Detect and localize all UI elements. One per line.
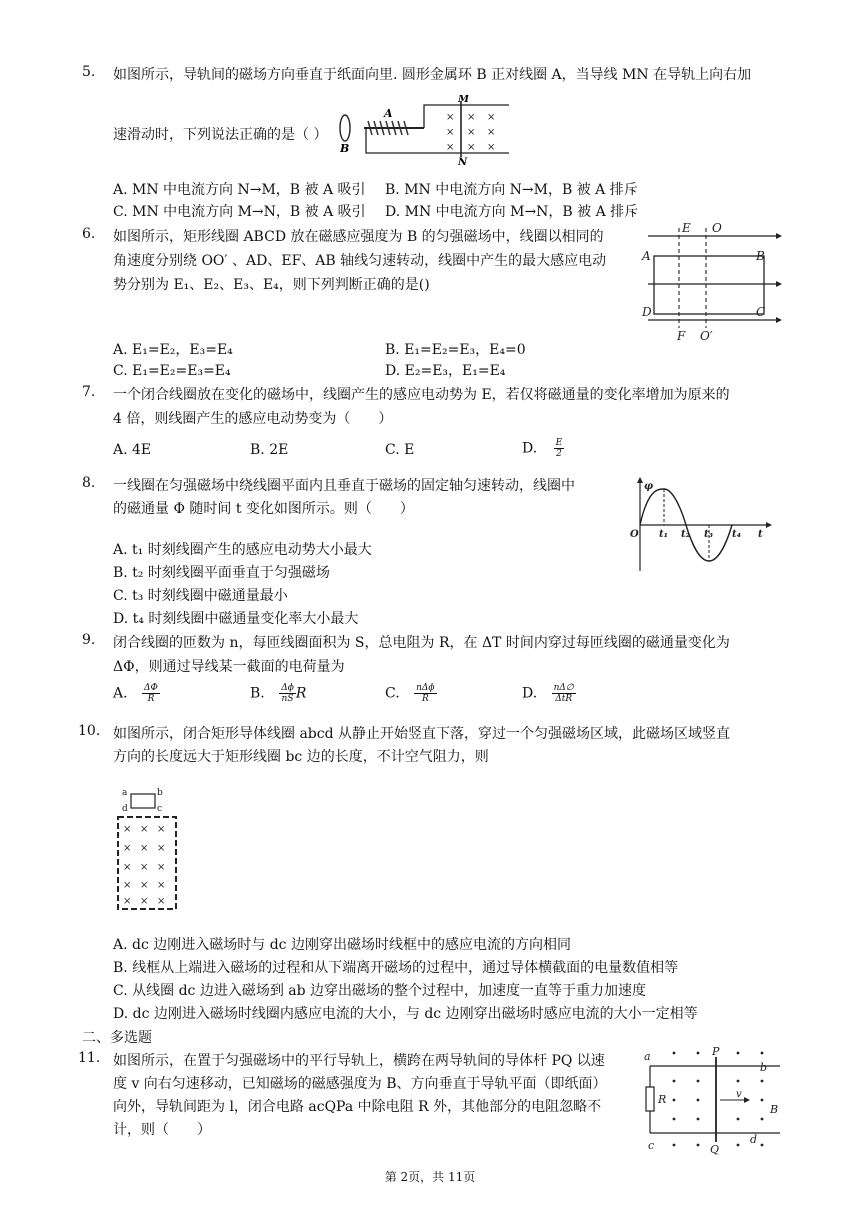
svg-text:×: × <box>123 843 132 854</box>
q6-label-D: D <box>642 305 652 319</box>
q11-stem-line1: 如图所示，在置于匀强磁场中的平行导轨上，横跨在两导轨间的导体杆 PQ 以速 <box>113 1053 605 1069</box>
q6-label-B: B <box>756 249 765 263</box>
q8-flux-time-graph <box>628 475 773 580</box>
svg-text:×: × <box>487 127 496 138</box>
q9-option-b-tail: R <box>295 685 307 702</box>
q5-label-B: B <box>340 142 350 155</box>
q9-option-a-label: A. <box>113 685 128 702</box>
svg-text:×: × <box>487 112 496 123</box>
q9-option-b-numerator: Δϕ <box>281 683 294 693</box>
q11-label-P: P <box>712 1045 720 1058</box>
q11-label-c: c <box>648 1139 655 1152</box>
q8-label-t2: t₂ <box>681 529 690 540</box>
svg-text:×: × <box>467 142 476 153</box>
q5-stem-line2: 速滑动时，下列说法正确的是（ ） <box>113 127 328 143</box>
q8-label-phi: φ <box>644 481 654 492</box>
q11-label-R: R <box>658 1093 667 1106</box>
q8-number: 8. <box>82 475 96 491</box>
svg-text:×: × <box>140 896 149 907</box>
q9-option-d-denominator: ΔtR <box>555 694 573 704</box>
q9-option-b-denominator: nS <box>281 694 294 704</box>
q6-label-C: C <box>756 305 766 319</box>
svg-text:×: × <box>123 896 132 907</box>
q8-option-a[interactable]: A. t₁ 时刻线圈产生的感应电动势大小最大 <box>113 542 372 558</box>
q10-option-d[interactable]: D. dc 边刚进入磁场时线圈内感应电流的大小，与 dc 边刚穿出磁场时感应电流的大小一定相等 <box>113 1006 698 1022</box>
q7-stem-line1: 一个闭合线圈放在变化的磁场中，线圈产生的感应电动势为 E，若仅将磁通量的变化率增加为原来的 <box>113 387 730 403</box>
svg-text:×: × <box>140 862 149 873</box>
q7-option-d-denominator: 2 <box>556 449 562 459</box>
q9-option-c-denominator: R <box>421 694 429 704</box>
q6-label-A: A <box>642 249 651 263</box>
q8-label-origin: O <box>630 529 639 540</box>
q8-option-c[interactable]: C. t₃ 时刻线圈中磁通量最小 <box>113 588 288 604</box>
q9-option-b-label: B. <box>250 685 265 702</box>
q10-option-b[interactable]: B. 线框从上端进入磁场的过程和从下端离开磁场的过程中，通过导体横截面的电量数值相等 <box>113 960 679 976</box>
q9-option-c-fraction <box>414 683 436 704</box>
q10-stem-line1: 如图所示，闭合矩形导体线圈 abcd 从静止开始竖直下落，穿过一个匀强磁场区域，此磁场区域竖直 <box>113 726 731 742</box>
q7-option-d[interactable] <box>522 438 564 459</box>
q8-label-t1: t₁ <box>659 529 668 540</box>
q9-option-d-fraction <box>552 683 576 704</box>
q10-label-b: b <box>157 788 163 798</box>
q10-number: 10. <box>78 723 101 739</box>
q9-stem-line1: 闭合线圈的匝数为 n，每匝线圈面积为 S，总电阻为 R，在 ΔT 时间内穿过每匝线圈的磁通量变化为 <box>113 635 730 651</box>
svg-text:×: × <box>140 824 149 835</box>
q8-stem-line2: 的磁通量 Φ 随时间 t 变化如图所示。则（ ） <box>113 501 414 517</box>
q7-option-a[interactable]: A. 4E <box>113 442 152 458</box>
q5-solenoid-figure <box>334 95 514 165</box>
q10-label-d: d <box>122 804 128 814</box>
q8-label-t: t <box>758 529 763 540</box>
q9-option-a-denominator: R <box>147 694 155 704</box>
q11-label-b: b <box>760 1061 768 1074</box>
q6-label-E: E <box>682 221 691 235</box>
q9-option-d[interactable] <box>522 683 576 704</box>
svg-text:×: × <box>446 127 455 138</box>
q9-option-c[interactable] <box>385 683 437 704</box>
q6-label-O-prime: O′ <box>700 329 713 343</box>
svg-text:×: × <box>123 880 132 891</box>
svg-text:×: × <box>467 112 476 123</box>
q5-label-A: A <box>384 107 393 120</box>
q6-option-c[interactable]: C. E₁=E₂=E₃=E₄ <box>113 363 231 379</box>
q11-label-a: a <box>644 1050 651 1063</box>
svg-text:×: × <box>157 880 166 891</box>
q11-label-Q: Q <box>710 1143 720 1155</box>
q7-option-d-label: D. <box>522 440 538 457</box>
q9-option-c-label: C. <box>385 685 400 702</box>
q7-option-c[interactable]: C. E <box>385 442 415 458</box>
q11-stem-line2: 度 v 向右匀速移动，已知磁场的磁感强度为 B、方向垂直于导轨平面（即纸面） <box>113 1076 607 1092</box>
q7-stem-line2: 4 倍，则线圈产生的感应电动势变为（ ） <box>113 411 393 427</box>
q6-stem-line2: 角速度分别绕 OO′ 、AD、EF、AB 轴线匀速转动，线圈中产生的最大感应电动 <box>113 253 607 269</box>
q8-option-d[interactable]: D. t₄ 时刻线圈中磁通量变化率大小最大 <box>113 611 359 627</box>
q8-label-t4: t₄ <box>732 529 741 540</box>
q11-stem-line3: 向外，导轨间距为 l，闭合电路 acQPa 中除电阻 R 外，其他部分的电阻忽略不 <box>113 1099 602 1115</box>
page-footer: 第 2页，共 11页 <box>384 1170 476 1184</box>
q5-option-d[interactable]: D. MN 中电流方向 M→N，B 被 A 排斥 <box>385 204 639 220</box>
q10-stem-line2: 方向的长度远大于矩形线圈 bc 边的长度，不计空气阻力，则 <box>113 749 489 765</box>
svg-text:×: × <box>446 142 455 153</box>
q9-option-d-numerator: nΔ∅ <box>553 683 574 693</box>
svg-text:×: × <box>140 843 149 854</box>
q6-stem-line3: 势分别为 E₁、E₂、E₃、E₄，则下列判断正确的是() <box>113 277 430 293</box>
q7-option-d-fraction <box>554 438 565 459</box>
q7-number: 7. <box>82 384 96 400</box>
q6-number: 6. <box>82 226 96 242</box>
q10-label-a: a <box>122 788 128 798</box>
q9-option-d-label: D. <box>522 685 538 702</box>
q9-option-a-fraction <box>142 683 160 704</box>
q6-option-a[interactable]: A. E₁=E₂，E₃=E₄ <box>113 342 233 358</box>
q6-label-O: O <box>712 221 722 235</box>
q11-number: 11. <box>78 1050 101 1066</box>
svg-text:×: × <box>157 862 166 873</box>
q6-stem-line1: 如图所示，矩形线圈 ABCD 放在磁感应强度为 B 的匀强磁场中，线圈以相同的 <box>113 229 604 245</box>
q6-rectangle-coil-figure <box>640 218 785 343</box>
q8-stem-line1: 一线圈在匀强磁场中绕线圈平面内且垂直于磁场的固定轴匀速转动，线圈中 <box>113 478 575 494</box>
svg-text:×: × <box>140 880 149 891</box>
q5-option-a[interactable]: A. MN 中电流方向 N→M，B 被 A 吸引 <box>113 182 366 198</box>
q5-number: 5. <box>82 64 96 80</box>
q8-label-t3: t₃ <box>704 529 713 540</box>
q10-label-c: c <box>157 804 163 814</box>
q6-option-d[interactable]: D. E₂=E₃，E₁=E₄ <box>385 363 506 379</box>
q9-option-a[interactable] <box>113 683 160 704</box>
q11-stem-line4: 计，则（ ） <box>113 1122 211 1138</box>
svg-text:×: × <box>157 824 166 835</box>
q5-label-M: M <box>458 95 470 105</box>
svg-text:×: × <box>157 896 166 907</box>
q7-option-d-numerator: E <box>555 438 563 448</box>
q5-stem-line1: 如图所示，导轨间的磁场方向垂直于纸面向里. 圆形金属环 B 正对线圈 A，当导线 MN 在导轨上向右加 <box>113 67 752 83</box>
svg-text:×: × <box>467 127 476 138</box>
q11-label-v: v <box>736 1089 742 1100</box>
q11-rail-circuit-figure <box>640 1045 790 1155</box>
q6-option-b[interactable]: B. E₁=E₂=E₃，E₄=0 <box>385 342 526 358</box>
q11-label-B: B <box>770 1103 779 1116</box>
q8-option-b[interactable]: B. t₂ 时刻线圈平面垂直于匀强磁场 <box>113 565 330 581</box>
q5-option-c[interactable]: C. MN 中电流方向 M→N，B 被 A 吸引 <box>113 204 366 220</box>
q6-label-F: F <box>677 329 686 343</box>
q9-option-b[interactable] <box>250 683 306 704</box>
svg-text:×: × <box>123 824 132 835</box>
q9-option-a-numerator: ΔΦ <box>144 683 158 693</box>
q9-option-c-numerator: nΔϕ <box>416 683 435 693</box>
q10-option-a[interactable]: A. dc 边刚进入磁场时与 dc 边刚穿出磁场时线框中的感应电流的方向相同 <box>113 937 571 953</box>
q9-number: 9. <box>82 632 96 648</box>
q9-stem-line2: ΔΦ，则通过导线某一截面的电荷量为 <box>113 659 345 675</box>
svg-text:×: × <box>157 843 166 854</box>
q10-falling-coil-figure <box>113 784 183 914</box>
svg-text:×: × <box>487 142 496 153</box>
section-heading-multiple-choice: 二、多选题 <box>82 1030 152 1046</box>
svg-text:×: × <box>446 112 455 123</box>
q10-option-c[interactable]: C. 从线圈 dc 边进入磁场到 ab 边穿出磁场的整个过程中，加速度一直等于重力加速度 <box>113 983 647 999</box>
q9-option-b-fraction <box>279 683 296 704</box>
q7-option-b[interactable]: B. 2E <box>250 442 289 458</box>
q5-label-N: N <box>458 157 468 165</box>
q5-option-b[interactable]: B. MN 中电流方向 N→M，B 被 A 排斥 <box>385 182 638 198</box>
svg-text:×: × <box>123 862 132 873</box>
q11-label-d: d <box>750 1133 758 1146</box>
